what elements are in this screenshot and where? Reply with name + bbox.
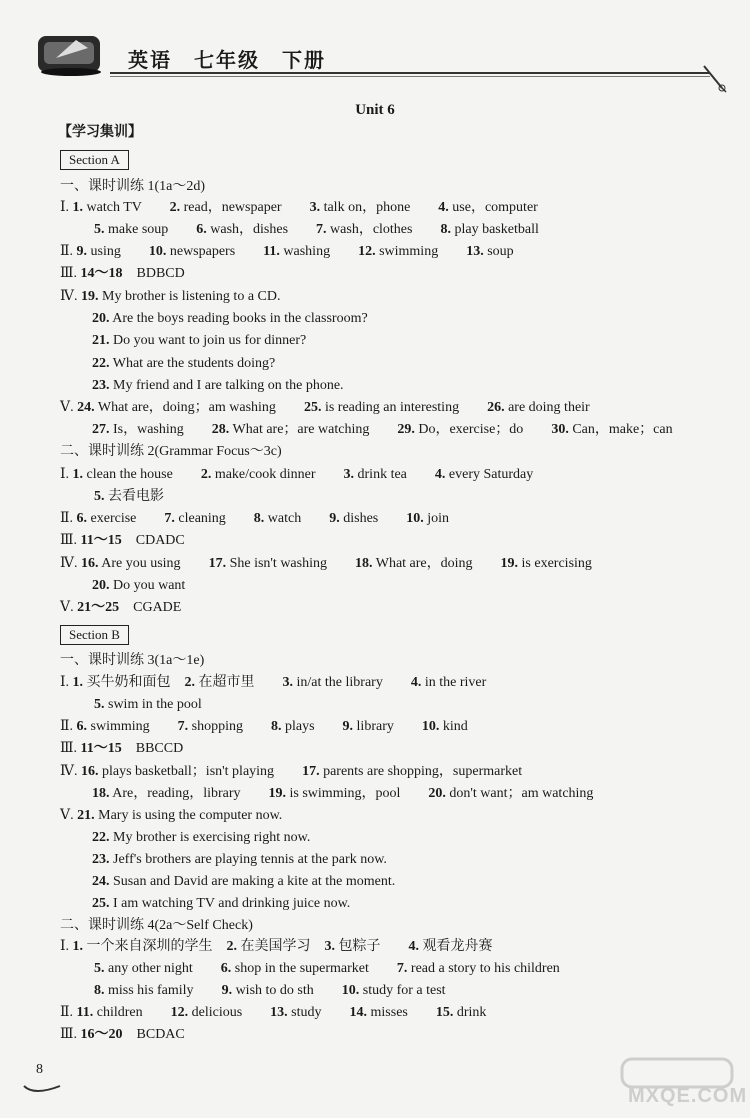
item-number: 14. xyxy=(349,1005,368,1020)
answer-text: newspapers xyxy=(166,244,264,259)
answer-text: miss his family xyxy=(104,983,222,998)
answer-text: misses xyxy=(367,1005,436,1020)
answer-line xyxy=(60,625,129,645)
page-header xyxy=(0,0,750,90)
watermark-text: MXQE.COM xyxy=(628,1085,748,1107)
answer-line xyxy=(60,243,514,261)
answer-text: Ⅰ. xyxy=(60,200,73,215)
item-number: 11～15 xyxy=(80,533,122,548)
item-number: 19. xyxy=(81,289,99,304)
answer-text: Susan and David are making a kite at the moment. xyxy=(109,874,396,889)
answer-line xyxy=(92,851,387,869)
answer-text: plays basketball；isn't playing xyxy=(98,764,303,779)
item-number: 21. xyxy=(77,808,95,823)
item-number: 3. xyxy=(324,939,336,954)
answer-text: 二、课时训练 2(Grammar Focus～3c) xyxy=(60,444,282,459)
answer-text: Ⅳ. xyxy=(60,289,81,304)
item-number: 15. xyxy=(435,1005,454,1020)
page-number-badge xyxy=(20,1056,70,1096)
item-number: 17. xyxy=(302,764,320,779)
section-heading: 【学习集训】 xyxy=(58,125,142,140)
item-number: 24. xyxy=(92,874,110,889)
item-number: 1. xyxy=(72,675,84,690)
answer-text: 去看电影 xyxy=(104,489,164,504)
answer-line xyxy=(92,785,593,803)
answer-text: delicious xyxy=(188,1005,271,1020)
answer-text: 一个来自深圳的学生 xyxy=(83,939,227,954)
item-number: 19. xyxy=(500,556,519,571)
item-number: 20. xyxy=(92,311,110,326)
answer-text: Ⅳ. xyxy=(60,764,81,779)
answer-text: shopping xyxy=(188,719,271,734)
answer-text: make soup xyxy=(104,222,197,237)
answer-text: Can，make；can xyxy=(568,422,673,437)
item-number: 13. xyxy=(270,1005,288,1020)
item-number: 17. xyxy=(208,556,227,571)
item-number: 10. xyxy=(148,244,167,259)
answer-line xyxy=(60,443,282,461)
answer-line xyxy=(94,221,539,239)
item-number: 14～18 xyxy=(80,266,123,281)
answer-line xyxy=(60,199,538,217)
answer-text: 二、课时训练 4(2a～Self Check) xyxy=(60,918,253,933)
item-number: 4. xyxy=(438,200,449,215)
answer-line xyxy=(92,355,275,373)
answer-text: 在美国学习 xyxy=(237,939,325,954)
answer-text: use，computer xyxy=(448,200,538,215)
item-number: 2. xyxy=(184,675,196,690)
item-number: 22. xyxy=(92,356,110,371)
answer-line xyxy=(60,674,486,692)
item-number: 11. xyxy=(263,244,280,259)
section-label: Section B xyxy=(60,625,129,645)
answer-line xyxy=(92,873,395,891)
item-number: 29. xyxy=(397,422,415,437)
item-number: 21～25 xyxy=(77,600,120,615)
answer-line xyxy=(60,399,590,417)
answer-line xyxy=(92,421,673,439)
answer-text: My brother is listening to a CD. xyxy=(98,289,281,304)
answer-text: library xyxy=(353,719,422,734)
answer-line xyxy=(94,488,164,506)
item-number: 22. xyxy=(92,830,110,845)
answer-line xyxy=(60,466,533,484)
answer-text: What are the students doing? xyxy=(109,356,276,371)
answer-text: study for a test xyxy=(359,983,446,998)
answer-text: Ⅰ. xyxy=(60,675,73,690)
item-number: 9. xyxy=(221,983,233,998)
answer-text: Ⅲ. xyxy=(60,1027,81,1042)
answer-text: talk on，phone xyxy=(320,200,439,215)
answer-text: clean the house xyxy=(83,467,201,482)
answer-text: Ⅲ. xyxy=(60,266,81,281)
header-rule xyxy=(110,72,710,74)
item-number: 18. xyxy=(354,556,373,571)
item-number: 23. xyxy=(92,378,110,393)
answer-text: cleaning xyxy=(174,511,254,526)
watermark xyxy=(614,1055,748,1115)
answer-text: What are，doing xyxy=(372,556,501,571)
answer-text: don't want；am watching xyxy=(445,786,594,801)
answer-text: Do，exercise；do xyxy=(414,422,552,437)
answer-text: study xyxy=(287,1005,350,1020)
header-rule-thin xyxy=(110,76,710,77)
item-number: 3. xyxy=(282,675,294,690)
item-number: 1. xyxy=(72,939,84,954)
answer-text: drink tea xyxy=(354,467,435,482)
item-number: 16～20 xyxy=(80,1027,123,1042)
answer-text: Ⅲ. xyxy=(60,741,81,756)
item-number: 11～15 xyxy=(80,741,122,756)
item-number: 4. xyxy=(408,939,420,954)
answer-text: wish to do sth xyxy=(232,983,342,998)
item-number: 1. xyxy=(72,200,84,215)
answer-text: in/at the library xyxy=(293,675,411,690)
answer-text: Jeff's brothers are playing tennis at the park now. xyxy=(109,852,387,867)
item-number: 2. xyxy=(226,939,238,954)
answer-text: using xyxy=(87,244,149,259)
item-number: 20. xyxy=(428,786,446,801)
answer-text: 观看龙舟赛 xyxy=(419,939,493,954)
answer-text: join xyxy=(423,511,450,526)
answer-text: What are，doing；am washing xyxy=(94,400,304,415)
item-number: 8. xyxy=(440,222,451,237)
item-number: 7. xyxy=(396,961,408,976)
item-number: 3. xyxy=(343,467,355,482)
answer-text: 包粽子 xyxy=(335,939,409,954)
answer-text: 在超市里 xyxy=(195,675,283,690)
answer-line xyxy=(92,332,306,350)
answer-text: swim in the pool xyxy=(104,697,202,712)
answer-text: She isn't washing xyxy=(226,556,355,571)
item-number: 2. xyxy=(169,200,181,215)
answer-text: Are you using xyxy=(98,556,209,571)
answer-text: Ⅱ. xyxy=(60,719,77,734)
answer-text: Mary is using the computer now. xyxy=(94,808,283,823)
answer-text: kind xyxy=(439,719,468,734)
answer-line xyxy=(60,178,205,196)
item-number: 27. xyxy=(92,422,110,437)
answer-line xyxy=(60,599,181,617)
answer-text: 买牛奶和面包 xyxy=(83,675,185,690)
item-number: 6. xyxy=(76,719,88,734)
header-title: 英语 七年级 下册 xyxy=(128,50,326,72)
item-number: 5. xyxy=(94,961,105,976)
item-number: 13. xyxy=(466,244,484,259)
item-number: 20. xyxy=(92,578,110,593)
answer-line xyxy=(92,829,310,847)
answer-line xyxy=(60,740,183,758)
book-logo-icon xyxy=(36,28,106,78)
item-number: 24. xyxy=(77,400,95,415)
answer-text: swimming xyxy=(87,719,178,734)
answer-line xyxy=(60,718,468,736)
answer-line xyxy=(60,288,281,306)
answer-line xyxy=(60,510,449,528)
item-number: 25. xyxy=(303,400,322,415)
item-number: 6. xyxy=(220,961,232,976)
answer-line xyxy=(92,577,185,595)
answer-line xyxy=(94,696,202,714)
item-number: 12. xyxy=(358,244,376,259)
item-number: 11. xyxy=(76,1005,94,1020)
answer-line xyxy=(60,763,522,781)
answer-line xyxy=(92,377,344,395)
answer-text: Are，reading，library xyxy=(109,786,269,801)
answer-text: every Saturday xyxy=(445,467,534,482)
answer-text: Ⅴ. xyxy=(60,600,78,615)
item-number: 16. xyxy=(81,764,99,779)
item-number: 5. xyxy=(94,222,105,237)
answer-text: read a story to his children xyxy=(407,961,560,976)
item-number: 1. xyxy=(72,467,84,482)
item-number: 23. xyxy=(92,852,110,867)
answer-line xyxy=(92,895,350,913)
answer-text: Are the boys reading books in the classroom? xyxy=(109,311,368,326)
pen-icon xyxy=(700,58,730,94)
item-number: 4. xyxy=(410,675,422,690)
answer-text: Do you want xyxy=(109,578,186,593)
item-number: 8. xyxy=(270,719,282,734)
item-number: 10. xyxy=(341,983,360,998)
answer-text: Ⅰ. xyxy=(60,467,73,482)
answer-text: washing xyxy=(279,244,359,259)
answer-text: watch TV xyxy=(83,200,170,215)
answer-text: shop in the supermarket xyxy=(231,961,397,976)
item-number: 21. xyxy=(92,333,110,348)
answer-text: watch xyxy=(264,511,330,526)
answer-text: in the river xyxy=(421,675,487,690)
answer-line xyxy=(60,652,204,670)
item-number: 16. xyxy=(81,556,99,571)
answer-text: Ⅴ. xyxy=(60,808,78,823)
answer-line xyxy=(94,982,446,1000)
answer-text: any other night xyxy=(104,961,221,976)
page-curl-icon xyxy=(20,1056,70,1096)
item-number: 8. xyxy=(253,511,265,526)
answer-line xyxy=(94,960,560,978)
item-number: 10. xyxy=(406,511,424,526)
answer-line xyxy=(60,1026,185,1044)
answer-text: read，newspaper xyxy=(180,200,310,215)
answer-text: My brother is exercising right now. xyxy=(109,830,311,845)
answer-line xyxy=(60,917,253,935)
answer-text: Ⅲ. xyxy=(60,533,81,548)
item-number: 8. xyxy=(94,983,105,998)
item-number: 6. xyxy=(76,511,88,526)
item-number: 19. xyxy=(268,786,287,801)
section-label: Section A xyxy=(60,150,129,170)
answer-text: CGADE xyxy=(119,600,182,615)
answer-line xyxy=(60,807,282,825)
answer-text: dishes xyxy=(339,511,407,526)
answer-text: BBCCD xyxy=(121,741,184,756)
answer-text: 一、课时训练 1(1a～2d) xyxy=(60,179,206,194)
answer-text: plays xyxy=(281,719,343,734)
answer-line xyxy=(60,532,185,550)
answer-text: play basketball xyxy=(450,222,539,237)
answer-text: children xyxy=(93,1005,171,1020)
answer-line xyxy=(60,265,185,283)
answer-text: soup xyxy=(483,244,514,259)
item-number: 4. xyxy=(434,467,446,482)
answer-text: Ⅳ. xyxy=(60,556,81,571)
item-number: 3. xyxy=(309,200,321,215)
item-number: 7. xyxy=(177,719,189,734)
answer-text: make/cook dinner xyxy=(211,467,344,482)
answer-text: 一、课时训练 3(1a～1e) xyxy=(60,653,205,668)
item-number: 9. xyxy=(76,244,88,259)
answer-text: exercise xyxy=(87,511,165,526)
item-number: 10. xyxy=(421,719,440,734)
item-number: 9. xyxy=(329,511,340,526)
page-number: 8 xyxy=(36,1062,43,1077)
answer-text: parents are shopping，supermarket xyxy=(319,764,523,779)
answer-line xyxy=(60,1004,486,1022)
item-number: 26. xyxy=(487,400,505,415)
answer-text: Ⅴ. xyxy=(60,400,78,415)
item-number: 5. xyxy=(94,697,105,712)
answer-text: is reading an interesting xyxy=(321,400,488,415)
answer-line xyxy=(60,150,129,170)
answer-text: wash，clothes xyxy=(326,222,441,237)
answer-text: BCDAC xyxy=(122,1027,185,1042)
answer-text: Ⅱ. xyxy=(60,1005,77,1020)
answer-text: Ⅰ. xyxy=(60,939,73,954)
item-number: 5. xyxy=(94,489,105,504)
answer-text: I am watching TV and drinking juice now. xyxy=(109,896,351,911)
item-number: 7. xyxy=(164,511,175,526)
answer-text: What are；are watching xyxy=(229,422,398,437)
item-number: 18. xyxy=(92,786,110,801)
item-number: 9. xyxy=(342,719,354,734)
answer-text: are doing their xyxy=(504,400,590,415)
unit-title: Unit 6 xyxy=(355,102,395,118)
item-number: 28. xyxy=(211,422,230,437)
answer-line xyxy=(60,938,493,956)
item-number: 2. xyxy=(200,467,212,482)
answer-text: wash，dishes xyxy=(206,222,317,237)
answer-text: Is，washing xyxy=(109,422,212,437)
item-number: 7. xyxy=(316,222,327,237)
answer-text: BDBCD xyxy=(122,266,185,281)
answer-text: Ⅱ. xyxy=(60,511,77,526)
answer-text: drink xyxy=(453,1005,487,1020)
answer-line xyxy=(60,555,592,573)
answer-text: is swimming，pool xyxy=(286,786,429,801)
item-number: 6. xyxy=(196,222,207,237)
answer-text: swimming xyxy=(375,244,467,259)
item-number: 30. xyxy=(551,422,569,437)
answer-text: Ⅱ. xyxy=(60,244,77,259)
item-number: 12. xyxy=(170,1005,189,1020)
answer-text: Do you want to join us for dinner? xyxy=(109,333,307,348)
answer-text: My friend and I are talking on the phone. xyxy=(109,378,344,393)
answer-line xyxy=(92,310,368,328)
item-number: 25. xyxy=(92,896,110,911)
answer-text: is exercising xyxy=(518,556,592,571)
answer-text: CDADC xyxy=(121,533,185,548)
